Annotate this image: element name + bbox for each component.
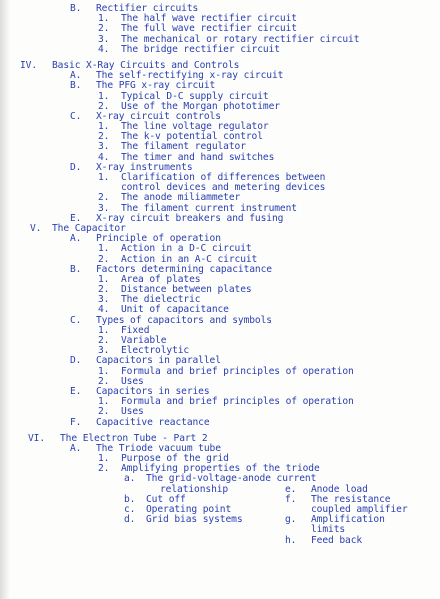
outline-number: 3. [98, 202, 110, 214]
outline-number: 1. [98, 121, 110, 133]
outline-text-right-column: Feed back [311, 534, 363, 546]
outline-line [0, 515, 440, 525]
outline-text: Capacitors in parallel [96, 355, 221, 367]
outline-text: Electrolytic [121, 345, 190, 357]
outline-number: 2. [98, 463, 110, 475]
outline-text: Factors determining capacitance [96, 263, 272, 275]
outline-text-right-column: Amplification [311, 514, 385, 526]
outline-text: Typical D-C supply circuit [121, 90, 269, 102]
outline-number: c. [124, 504, 136, 515]
outline-number: 1. [98, 365, 110, 377]
outline-text: The grid-voltage-anode current [146, 473, 317, 485]
outline-number: 2. [98, 253, 110, 265]
outline-line [0, 336, 440, 346]
outline-line [0, 285, 440, 295]
outline-line [0, 244, 440, 254]
outline-text: Uses [121, 375, 144, 387]
outline-number: D. [70, 161, 82, 173]
outline-text-right-column: The resistance [311, 493, 391, 505]
outline-number: 2. [98, 23, 110, 35]
outline-number: VI. [28, 432, 46, 444]
outline-text: Uses [121, 406, 144, 418]
outline-number: 3. [98, 33, 110, 45]
outline-line [0, 81, 440, 91]
outline-text: Capacitors in series [96, 385, 210, 397]
outline-number: d. [124, 514, 136, 526]
outline-text: Use of the Morgan phototimer [121, 100, 280, 112]
outline-text: Fixed [121, 324, 150, 336]
outline-text: Formula and brief principles of operation [121, 365, 354, 377]
outline-line [0, 265, 440, 275]
outline-number: 4. [98, 151, 110, 163]
outline-number: 2. [98, 406, 110, 418]
outline-number: F. [70, 416, 82, 428]
outline-line [0, 407, 440, 417]
outline-text: The bridge rectifier circuit [121, 43, 280, 55]
outline-text: The PFG x-ray circuit [96, 80, 216, 92]
outline-number: 2. [98, 335, 110, 346]
outline-number: 2. [98, 375, 110, 387]
outline-line [0, 377, 440, 387]
outline-line [0, 45, 440, 55]
outline-number: A. [70, 70, 82, 82]
outline-number: E. [70, 212, 82, 224]
outline-text: The self-rectifying x-ray circuit [96, 70, 284, 82]
outline-line [0, 525, 440, 535]
outline-number: 3. [98, 294, 110, 306]
outline-number: 2. [98, 192, 110, 204]
outline-text: Variable [121, 335, 167, 346]
outline-text: Amplifying properties of the triode [121, 463, 320, 475]
outline-text: X-ray instruments [96, 161, 193, 173]
outline-text: Unit of capacitance [121, 304, 229, 316]
outline-number: 1. [98, 273, 110, 285]
outline-line [0, 316, 440, 326]
outline-number: IV. [20, 59, 38, 71]
outline-text: Capacitive reactance [96, 416, 210, 428]
outline-text-right-column: Anode load [311, 483, 368, 495]
outline-number: 2. [98, 100, 110, 112]
outline-line [0, 418, 440, 428]
outline-text: The k-v potential control [121, 131, 263, 143]
outline-text: Purpose of the grid [121, 453, 229, 465]
course-outline [0, 4, 440, 546]
outline-number: C. [70, 314, 82, 326]
outline-number: B. [70, 80, 82, 92]
outline-text: The filament current instrument [121, 202, 297, 214]
outline-text: Action in an A-C circuit [121, 253, 258, 265]
outline-number: A. [70, 442, 82, 454]
outline-number: 3. [98, 141, 110, 153]
outline-number: 1. [98, 243, 110, 255]
outline-text: The half wave rectifier circuit [121, 13, 297, 25]
outline-text: Types of capacitors and symbols [96, 314, 272, 326]
outline-text: The Capacitor [52, 222, 126, 234]
outline-number-right-column: e. [285, 483, 297, 495]
outline-number: 2. [98, 284, 110, 296]
outline-number: C. [70, 110, 82, 122]
outline-number-right-column: f. [285, 493, 297, 505]
outline-text: Basic X-Ray Circuits and Controls [52, 59, 240, 71]
outline-text: Action in a D-C circuit [121, 243, 252, 255]
outline-text: Cut off [146, 493, 186, 505]
outline-text: The full wave rectifier circuit [121, 23, 297, 35]
outline-line [0, 153, 440, 163]
outline-number-right-column: g. [285, 514, 297, 526]
outline-number: b. [124, 493, 136, 505]
outline-number: E. [70, 385, 82, 397]
outline-number: 1. [98, 90, 110, 102]
outline-number: 1. [98, 324, 110, 336]
outline-text: The Triode vacuum tube [96, 442, 221, 454]
outline-line [0, 536, 440, 546]
outline-number: 2. [98, 131, 110, 143]
outline-number: 1. [98, 453, 110, 465]
outline-text: The filament regulator [121, 141, 246, 153]
outline-text: control devices and metering devices [121, 182, 326, 194]
outline-number: D. [70, 355, 82, 367]
outline-number: B. [70, 3, 82, 14]
outline-number: A. [70, 233, 82, 245]
outline-line [0, 71, 440, 81]
outline-number: 1. [98, 396, 110, 408]
outline-line [0, 397, 440, 407]
outline-text: The anode miliammeter [121, 192, 241, 204]
outline-text: relationship [160, 483, 229, 495]
outline-text: Distance between plates [121, 284, 252, 296]
outline-line [0, 326, 440, 336]
outline-text-right-column: coupled amplifier [311, 504, 408, 515]
outline-text: The line voltage regulator [121, 121, 269, 133]
outline-text: The timer and hand switches [121, 151, 275, 163]
outline-text: The Electron Tube - Part 2 [60, 432, 208, 444]
outline-number: V. [30, 222, 42, 234]
outline-number-right-column: h. [285, 534, 297, 546]
outline-number: a. [124, 473, 136, 485]
outline-text: Formula and brief principles of operation [121, 396, 354, 408]
outline-text: Principle of operation [96, 233, 221, 245]
outline-number: 1. [98, 172, 110, 183]
outline-number: 1. [98, 13, 110, 25]
outline-text: Clarification of differences between [121, 172, 326, 183]
outline-number: 4. [98, 43, 110, 55]
outline-text: Grid bias systems [146, 514, 243, 526]
outline-text-right-column: limits [311, 524, 346, 536]
outline-text: X-ray circuit breakers and fusing [96, 212, 284, 224]
outline-text: The mechanical or rotary rectifier circuit [121, 33, 360, 45]
outline-text: Rectifier circuits [96, 3, 199, 14]
outline-text: Operating point [146, 504, 232, 515]
outline-text: The dielectric [121, 294, 201, 306]
outline-number: B. [70, 263, 82, 275]
outline-text: X-ray circuit controls [96, 110, 221, 122]
outline-text: Area of plates [121, 273, 201, 285]
outline-number: 3. [98, 345, 110, 357]
outline-number: 4. [98, 304, 110, 316]
outline-line [0, 367, 440, 377]
